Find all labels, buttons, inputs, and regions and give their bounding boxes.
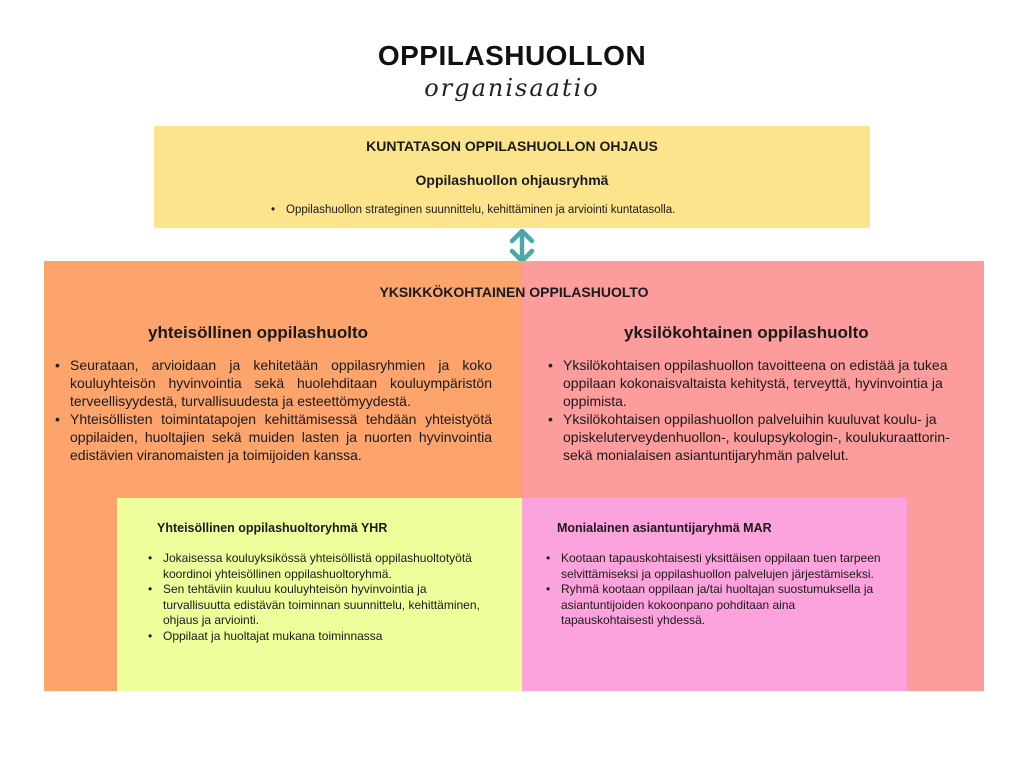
list-item: • Oppilashuollon strateginen suunnittelu, kehittäminen ja arviointi kuntatasolla.	[286, 203, 675, 217]
page-subtitle: organisaatio	[424, 74, 600, 102]
yhr-group-heading: Yhteisöllinen oppilashuoltoryhmä YHR	[157, 521, 388, 535]
mar-group-list	[561, 551, 881, 629]
mar-group-heading: Monialainen asiantuntijaryhmä MAR	[557, 521, 772, 535]
page-title: OPPILASHUOLLON	[377, 40, 647, 71]
municipal-level-list	[286, 203, 675, 217]
steering-group-heading: Oppilashuollon ohjausryhmä	[415, 172, 609, 188]
list-item: • Jokaisessa kouluyksikössä yhteisöllistä oppilashuoltotyötä koordinoi yhteisöllinen oppilashuoltoryhmä.	[163, 551, 483, 582]
list-item: • Yhteisöllisten toimintatapojen kehittämisessä tehdään yhteistyötä oppilaiden, huoltajien sekä muiden lasten ja nuorten hyvinvointia edistävien viranomaisten ja toimijoiden kanssa.	[70, 410, 492, 464]
individual-care-heading: yksilökohtainen oppilashuolto	[624, 323, 869, 342]
yhr-group-list	[163, 551, 483, 644]
list-item: • Yksilökohtaisen oppilashuollon palveluihin kuuluvat koulu- ja opiskeluterveydenhuollon-, koulupsykologin-, koulukuraattorin- sekä monialaisen asiantuntijaryhmän palvelut.	[563, 410, 963, 464]
communal-care-heading: yhteisöllinen oppilashuolto	[148, 323, 369, 342]
list-item: • Ryhmä kootaan oppilaan ja/tai huoltajan suostumuksella ja asiantuntijoiden kokoonpano pohditaan aina tapauskohtaisesti yhdessä.	[561, 582, 881, 629]
double-arrow-vertical-icon	[508, 229, 536, 263]
list-item: • Oppilaat ja huoltajat mukana toiminnassa	[163, 629, 483, 645]
list-item: • Yksilökohtaisen oppilashuollon tavoitteena on edistää ja tukea oppilaan kokonaisvaltaista kehitystä, terveyttä, hyvinvointia ja oppimista.	[563, 356, 963, 410]
unit-level-heading: YKSIKKÖKOHTAINEN OPPILASHUOLTO	[379, 284, 649, 300]
list-item: • Kootaan tapauskohtaisesti yksittäisen oppilaan tuen tarpeen selvittämiseksi ja oppilashuollon palvelujen järjestämiseksi.	[561, 551, 881, 582]
list-item: • Sen tehtäviin kuuluu kouluyhteisön hyvinvointia ja turvallisuutta edistävän toiminnan suunnittelu, kehittäminen, ohjaus ja arviointi.	[163, 582, 483, 629]
individual-care-list	[563, 356, 963, 464]
municipal-level-heading: KUNTATASON OPPILASHUOLLON OHJAUS	[366, 138, 658, 154]
communal-care-list	[70, 356, 492, 464]
list-item: • Seurataan, arvioidaan ja kehitetään oppilasryhmien ja koko kouluyhteisön hyvinvointia sekä huolehditaan kouluympäristön terveellisyydestä, turvallisuudesta ja esteettömyydestä.	[70, 356, 492, 410]
